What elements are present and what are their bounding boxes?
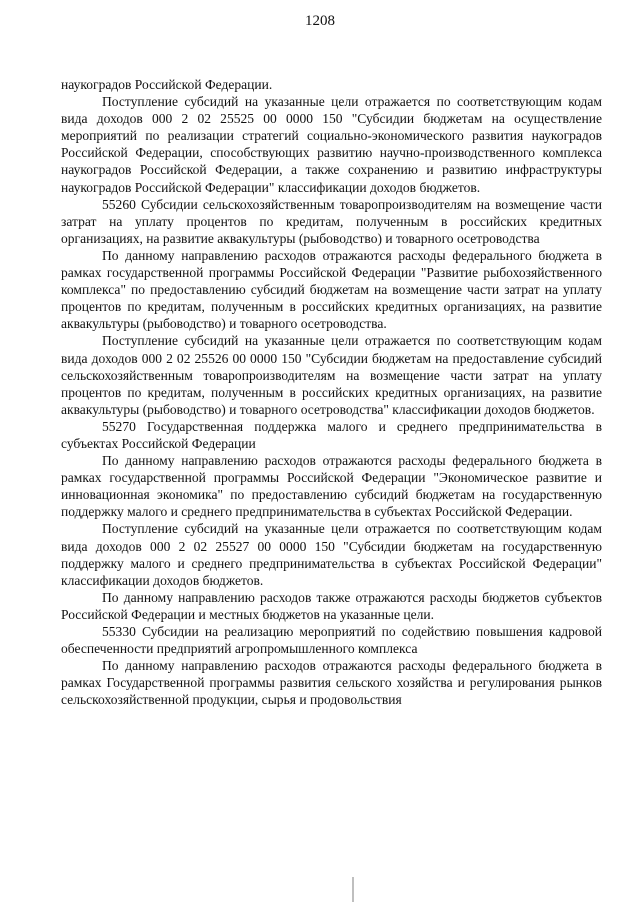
paragraph: Поступление субсидий на указанные цели отражается по соответствующим кодам вида доходов 000 2 02 25527 00 0000 150 "Субсидии бюджетам на государственную поддержку малого и среднего предпринимательства в субъектах Российской Федерации" классификации доходов бюджетов. <box>61 521 602 588</box>
paragraph: Поступление субсидий на указанные цели отражается по соответствующим кодам вида доходов 000 2 02 25525 00 0000 150 "Субсидии бюджетам на осуществление мероприятий по реализации стратегий социально-экономического развития наукоградов Российской Федерации, способствующих развитию научно-производственного комплекса наукоградов Российской Федерации, а также сохранению и развитию инфраструктуры наукоградов Российской Федерации" классификации доходов бюджетов. <box>61 94 602 195</box>
section-heading-55330: 55330 Субсидии на реализацию мероприятий по содействию повышения кадровой обеспеченности предприятий агропромышленного комплекса <box>61 624 602 657</box>
paragraph: По данному направлению расходов отражаются расходы федерального бюджета в рамках государственной программы Российской Федерации "Развитие рыбохозяйственного комплекса" по предоставлению субсидий бюджетам на возмещение части затрат на уплату процентов по кредитам, полученным в российских кредитных организациях, на развитие аквакультуры (рыбоводство) и товарного осетроводства. <box>61 247 602 332</box>
page-number: 1208 <box>305 13 335 29</box>
paragraph: наукоградов Российской Федерации. <box>61 77 273 92</box>
paragraph: По данному направлению расходов отражаются расходы федерального бюджета в рамках Государственной программы развития сельского хозяйства и регулирования рынков сельскохозяйственной продукции, сырья и продовольствия <box>61 658 602 708</box>
section-heading-55270: 55270 Государственная поддержка малого и среднего предпринимательства в субъектах Российской Федерации <box>61 418 602 451</box>
paragraph: По данному направлению расходов также отражаются расходы бюджетов субъектов Российской Федерации и местных бюджетов на указанные цели. <box>61 589 602 622</box>
paragraph: Поступление субсидий на указанные цели отражается по соответствующим кодам вида доходов 000 2 02 25526 00 0000 150 "Субсидии бюджетам на предоставление субсидий сельскохозяйственным товаропроизводителям на возмещение части затрат на уплату процентов по кредитам, полученным в российских кредитных организациях, на развитие аквакультуры (рыбоводство) и товарного осетроводства" классификации доходов бюджетов. <box>61 333 602 417</box>
section-heading-55260: 55260 Субсидии сельскохозяйственным товаропроизводителям на возмещение части затрат на уплату процентов по кредитам, полученным в российских кредитных организациях, на развитие аквакультуры (рыбоводство) и товарного осетроводства <box>61 196 602 246</box>
scan-artifact-line <box>352 877 354 902</box>
document-body <box>61 76 602 708</box>
paragraph: По данному направлению расходов отражаются расходы федерального бюджета в рамках государственной программы Российской Федерации "Экономическое развитие и инновационная экономика" по предоставлению субсидий бюджетам на государственную поддержку малого и среднего предпринимательства в субъектах Российской Федерации. <box>61 453 602 520</box>
